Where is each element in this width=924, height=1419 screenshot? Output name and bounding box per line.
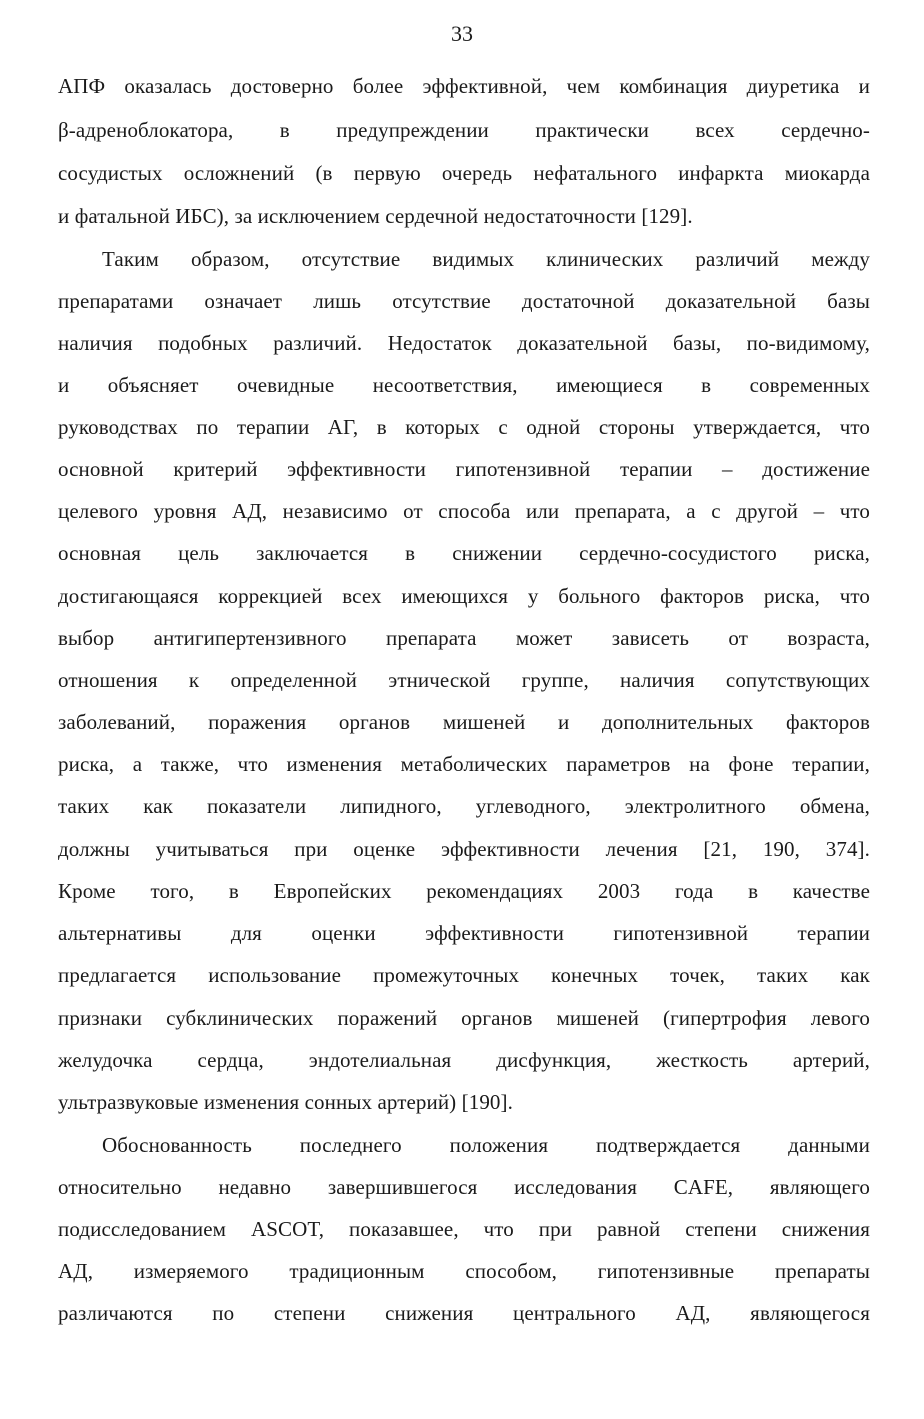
text-line: целевого уровня АД, независимо от способа или препарата, а с другой – что: [58, 499, 870, 523]
text-line: и объясняет очевидные несоответствия, имеющиеся в современных: [58, 373, 870, 397]
text-line: подисследованием ASCOT, показавшее, что при равной степени снижения: [58, 1217, 870, 1241]
text-line: АД, измеряемого традиционным способом, гипотензивные препараты: [58, 1259, 870, 1283]
text-line: ультразвуковые изменения сонных артерий) [190].: [58, 1090, 513, 1114]
text-line: руководствах по терапии АГ, в которых с одной стороны утверждается, что: [58, 415, 870, 439]
text-line: различаются по степени снижения центрального АД, являющегося: [58, 1301, 870, 1325]
text-line: альтернативы для оценки эффективности гипотензивной терапии: [58, 921, 870, 945]
text-line: основная цель заключается в снижении сердечно-сосудистого риска,: [58, 541, 870, 565]
text-line: желудочка сердца, эндотелиальная дисфункция, жесткость артерий,: [58, 1048, 870, 1072]
text-line: выбор антигипертензивного препарата может зависеть от возраста,: [58, 626, 870, 650]
text-line: и фатальной ИБС), за исключением сердечной недостаточности [129].: [58, 204, 693, 228]
text-line: сосудистых осложнений (в первую очередь нефатального инфаркта миокарда: [58, 161, 870, 185]
text-line: риска, а также, что изменения метаболических параметров на фоне терапии,: [58, 752, 870, 776]
text-line: Таким образом, отсутствие видимых клинических различий между: [102, 247, 870, 271]
text-line: заболеваний, поражения органов мишеней и дополнительных факторов: [58, 710, 870, 734]
text-line: основной критерий эффективности гипотензивной терапии – достижение: [58, 457, 870, 481]
text-line: Кроме того, в Европейских рекомендациях 2003 года в качестве: [58, 879, 870, 903]
text-line: АПФ оказалась достоверно более эффективной, чем комбинация диуретика и: [58, 74, 870, 98]
text-line: наличия подобных различий. Недостаток доказательной базы, по-видимому,: [58, 331, 870, 355]
text-line: препаратами означает лишь отсутствие достаточной доказательной базы: [58, 289, 870, 313]
text-line: Обоснованность последнего положения подтверждается данными: [102, 1133, 870, 1157]
text-line: достигающаяся коррекцией всех имеющихся у больного факторов риска, что: [58, 584, 870, 608]
text-line: относительно недавно завершившегося исследования CAFE, являющего: [58, 1175, 870, 1199]
text-line: β-адреноблокатора, в предупреждении практически всех сердечно-: [58, 118, 870, 142]
page-number: 33: [451, 21, 473, 46]
text-line: признаки субклинических поражений органов мишеней (гипертрофия левого: [58, 1006, 870, 1030]
text-line: должны учитываться при оценке эффективности лечения [21, 190, 374].: [58, 837, 870, 861]
text-line: отношения к определенной этнической группе, наличия сопутствующих: [58, 668, 870, 692]
text-line: предлагается использование промежуточных конечных точек, таких как: [58, 963, 870, 987]
text-line: таких как показатели липидного, углеводного, электролитного обмена,: [58, 794, 870, 818]
